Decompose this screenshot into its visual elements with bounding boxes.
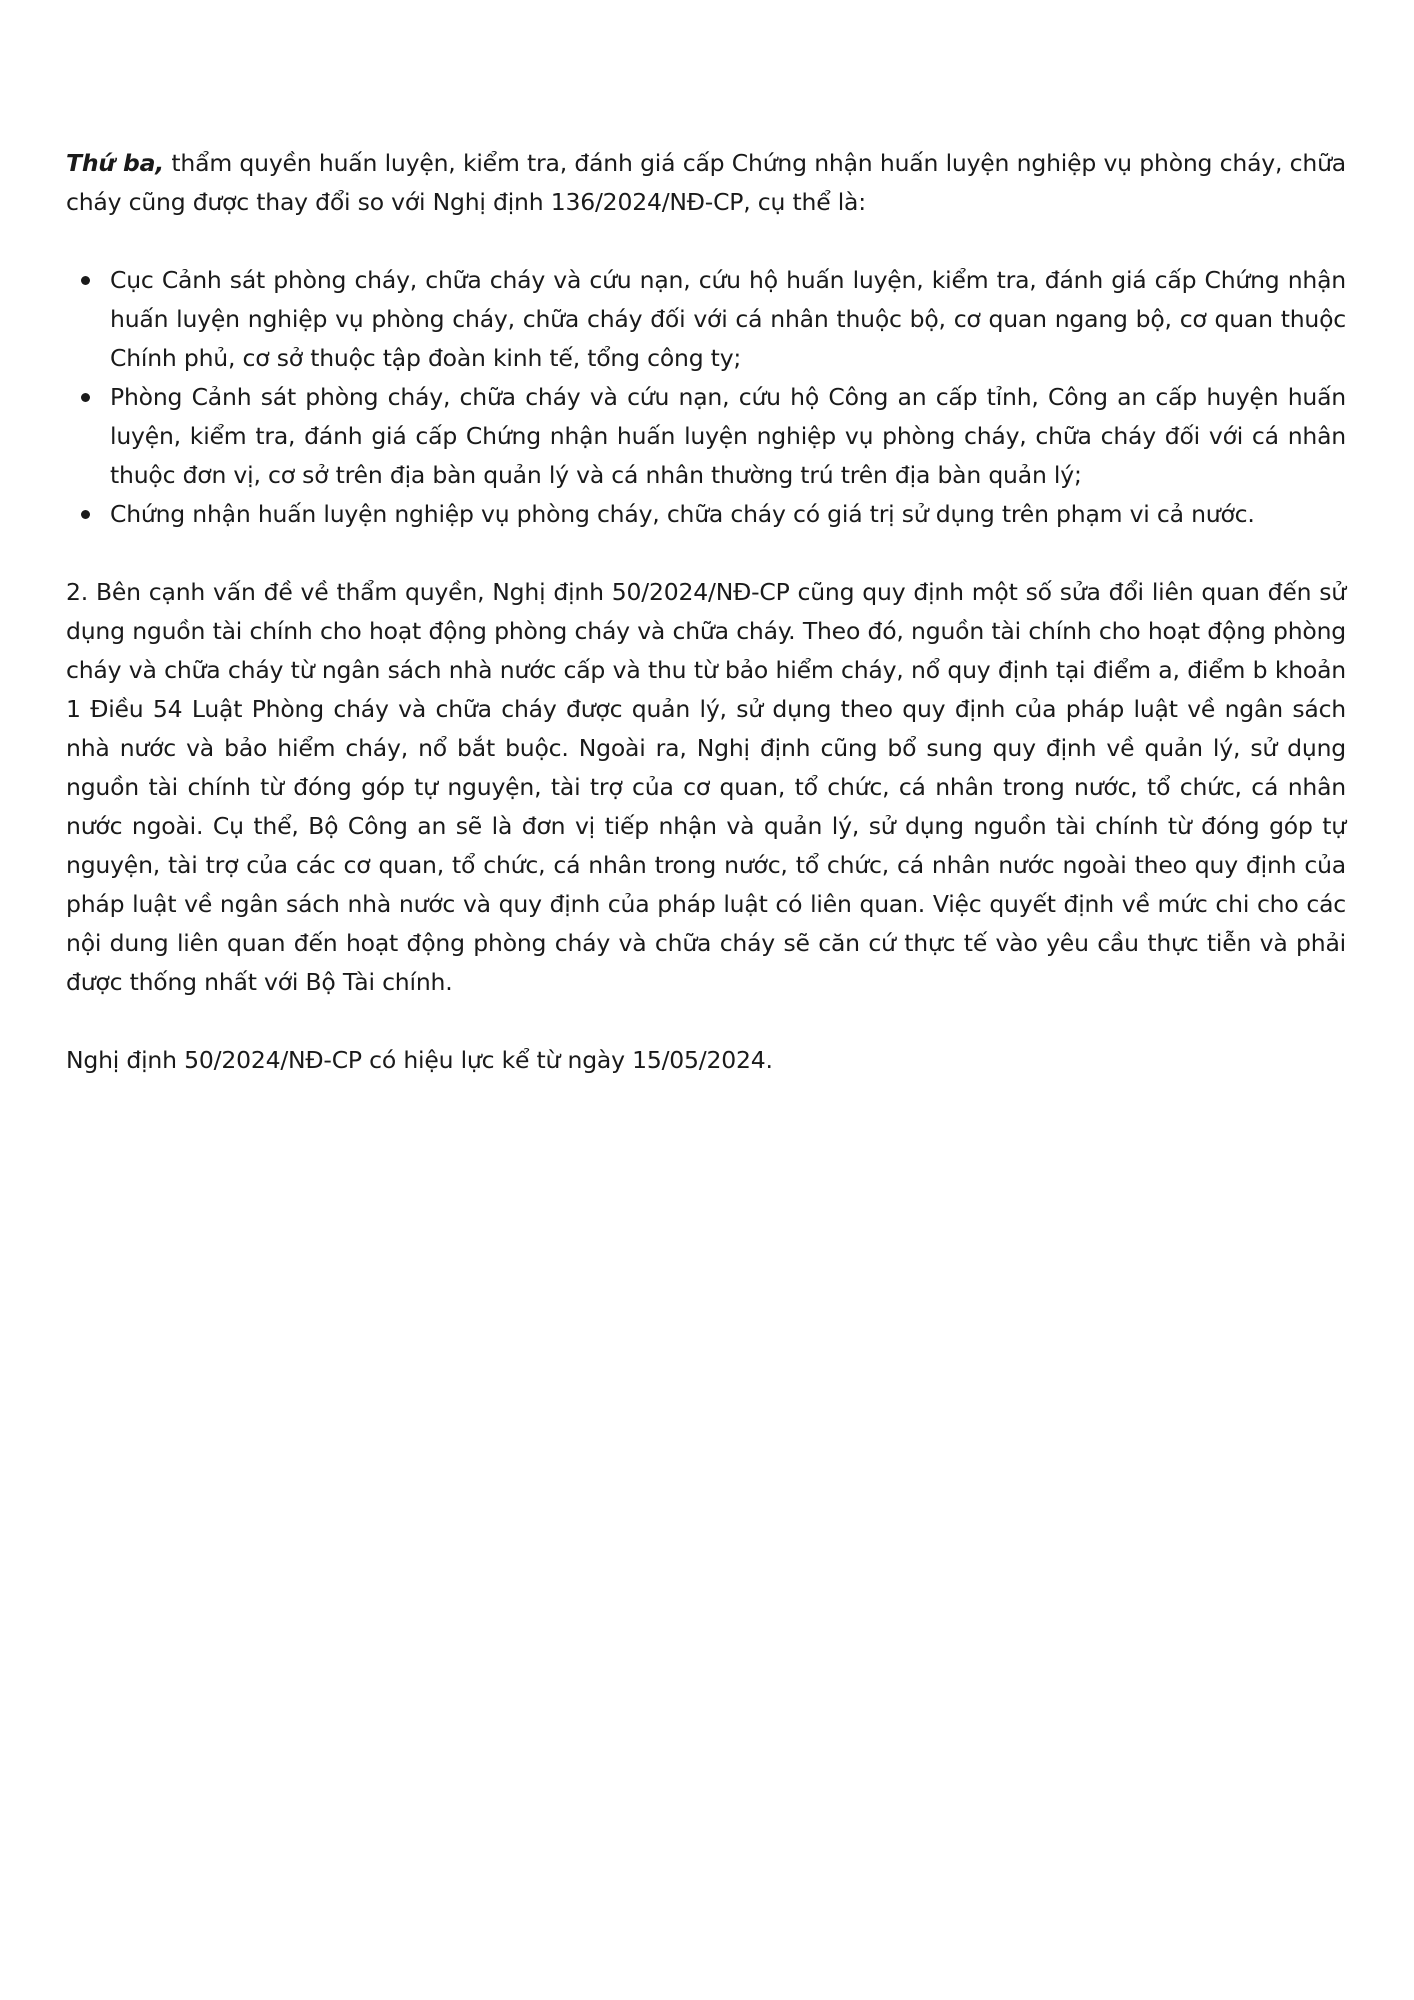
list-item-text: Cục Cảnh sát phòng cháy, chữa cháy và cứu nạn, cứu hộ huấn luyện, kiểm tra, đánh giá cấp Chứng nhận huấn luyện nghiệp vụ phòng cháy, chữa cháy đối với cá nhân thuộc bộ, cơ quan ngang bộ, cơ quan thuộc Chính phủ, cơ sở thuộc tập đoàn kinh tế, tổng công ty; [110,266,1346,372]
finance-paragraph: 2. Bên cạnh vấn đề về thẩm quyền, Nghị định 50/2024/NĐ-CP cũng quy định một số sửa đổi liên quan đến sử dụng nguồn tài chính cho hoạt động phòng cháy và chữa cháy. Theo đó, nguồn tài chính cho hoạt động phòng cháy và chữa cháy từ ngân sách nhà nước cấp và thu từ bảo hiểm cháy, nổ quy định tại điểm a, điểm b khoản 1 Điều 54 Luật Phòng cháy và chữa cháy được quản lý, sử dụng theo quy định của pháp luật về ngân sách nhà nước và bảo hiểm cháy, nổ bắt buộc. Ngoài ra, Nghị định cũng bổ sung quy định về quản lý, sử dụng nguồn tài chính từ đóng góp tự nguyện, tài trợ của cơ quan, tổ chức, cá nhân trong nước, tổ chức, cá nhân nước ngoài. Cụ thể, Bộ Công an sẽ là đơn vị tiếp nhận và quản lý, sử dụng nguồn tài chính từ đóng góp tự nguyện, tài trợ của các cơ quan, tổ chức, cá nhân trong nước, tổ chức, cá nhân nước ngoài theo quy định của pháp luật về ngân sách nhà nước và quy định của pháp luật có liên quan. Việc quyết định về mức chi cho các nội dung liên quan đến hoạt động phòng cháy và chữa cháy sẽ căn cứ thực tế vào yêu cầu thực tiễn và phải được thống nhất với Bộ Tài chính. [66,578,1346,996]
document-page [66,144,1346,1080]
list-item-text: Phòng Cảnh sát phòng cháy, chữa cháy và cứu nạn, cứu hộ Công an cấp tỉnh, Công an cấp huyện huấn luyện, kiểm tra, đánh giá cấp Chứng nhận huấn luyện nghiệp vụ phòng cháy, chữa cháy đối với cá nhân thuộc đơn vị, cơ sở trên địa bàn quản lý và cá nhân thường trú trên địa bàn quản lý; [110,383,1346,489]
authority-list [66,261,1346,534]
intro-paragraph [66,144,1346,222]
list-item [110,378,1346,495]
list-item-text: Chứng nhận huấn luyện nghiệp vụ phòng cháy, chữa cháy có giá trị sử dụng trên phạm vi cả nước. [110,500,1255,528]
list-item [110,495,1346,534]
effective-date-paragraph: Nghị định 50/2024/NĐ-CP có hiệu lực kể từ ngày 15/05/2024. [66,1046,773,1074]
bullet-icon [81,510,90,519]
intro-lead: Thứ ba, [66,149,165,177]
intro-text: thẩm quyền huấn luyện, kiểm tra, đánh giá cấp Chứng nhận huấn luyện nghiệp vụ phòng cháy, chữa cháy cũng được thay đổi so với Nghị định 136/2024/NĐ-CP, cụ thể là: [66,149,1346,216]
bullet-icon [81,393,90,402]
bullet-icon [81,276,90,285]
list-item [110,261,1346,378]
